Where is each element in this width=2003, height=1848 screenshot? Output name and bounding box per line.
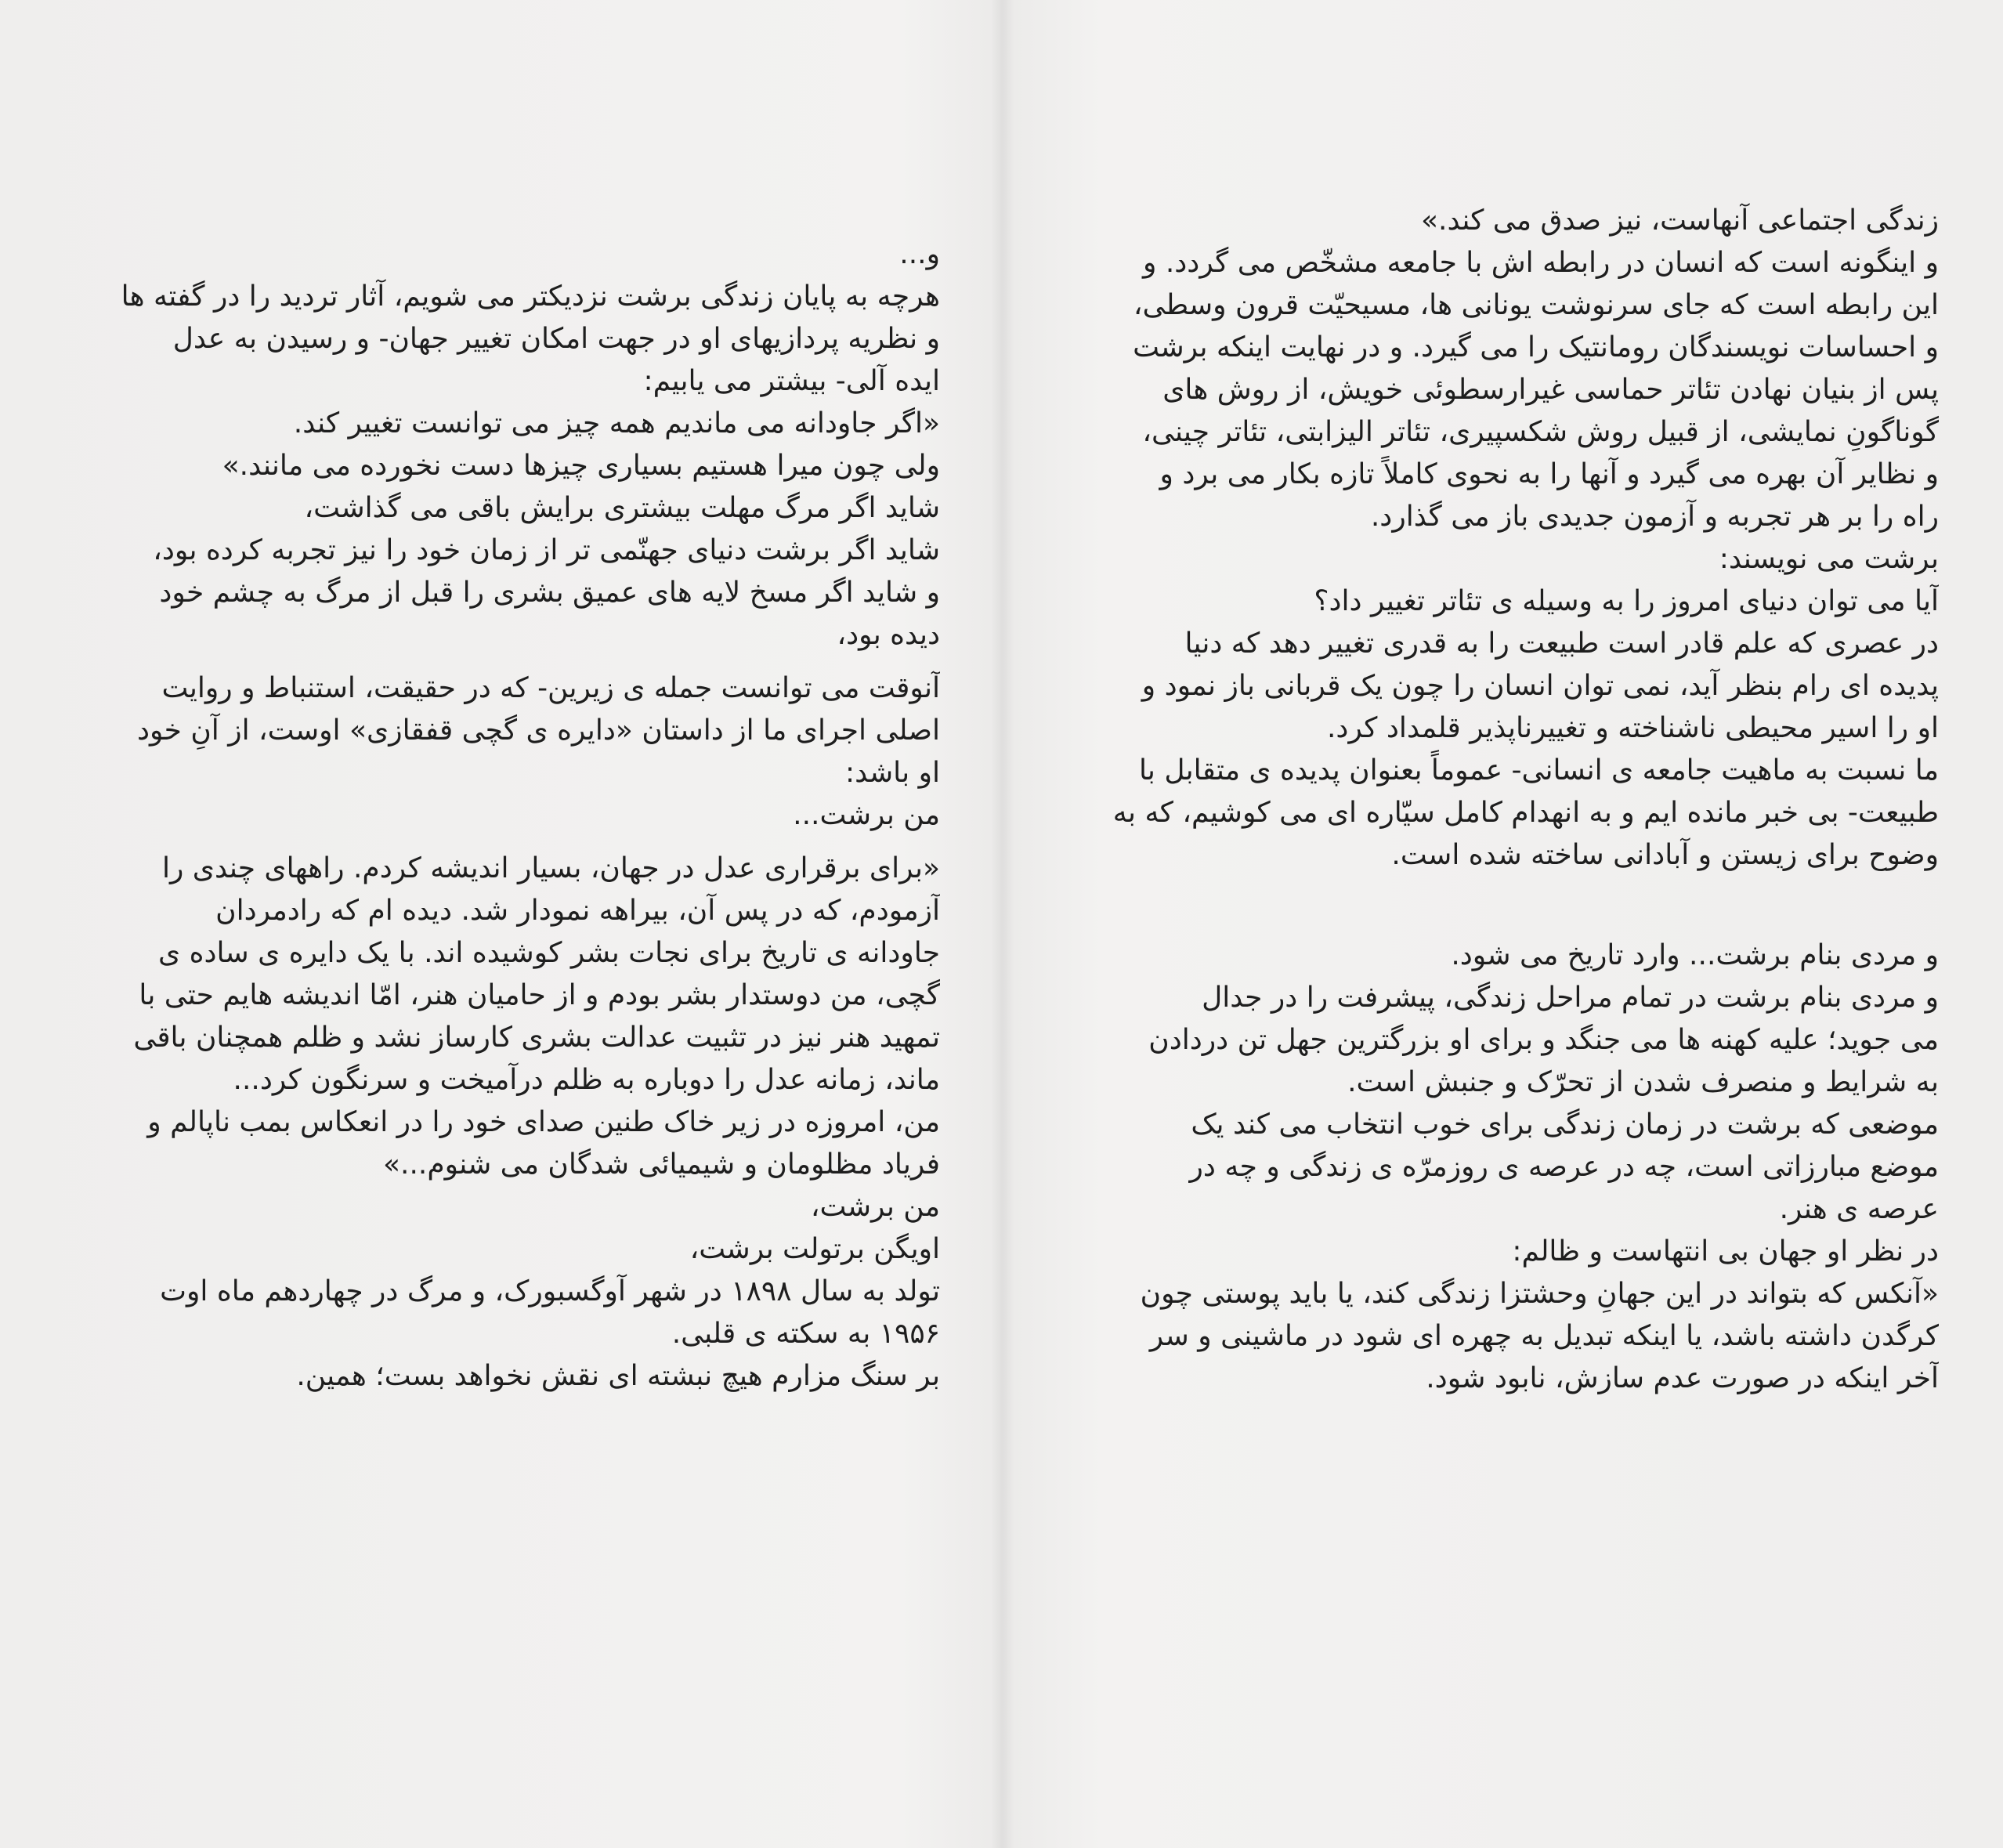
text-line: کرگدن داشته باشد، یا اینکه تبدیل به چهره ای شود در ماشینی و سر [1149, 1320, 1939, 1352]
text-line: گوناگونِ نمایشی، از قبیل روش شکسپیری، تئاتر الیزابتی، تئاتر چینی، [1142, 416, 1939, 448]
text-line: ۱۹۵۶ به سکته ی قلبی. [671, 1318, 940, 1350]
text-line: زندگی اجتماعی آنهاست، نیز صدق می کند.» [1420, 204, 1939, 237]
text-line: شاید اگر مرگ مهلت بیشتری برایش باقی می گذاشت، [304, 492, 940, 524]
left-page-text [47, 233, 940, 1398]
text-line: فریاد مظلومان و شیمیائی شدگان می شنوم...» [382, 1148, 940, 1181]
text-line: می جوید؛ علیه کهنه ها می جنگد و برای او بزرگترین جهل تن دردادن [1148, 1024, 1939, 1056]
text-line: او باشد: [844, 757, 940, 789]
text-line: در نظر او جهان بی انتهاست و ظالم: [1512, 1235, 1939, 1268]
text-line: و نظایر آن بهره می گیرد و آنها را به نحوی کاملاً تازه بکار می برد و [1159, 458, 1939, 490]
text-line: و مردی بنام برشت در تمام مراحل زندگی، پیشرفت را در جدال [1202, 982, 1939, 1014]
text-line: دیده بود، [837, 619, 940, 651]
text-line: آخر اینکه در صورت عدم سازش، نابود شود. [1426, 1362, 1939, 1394]
text-line: و نظریه پردازیهای او در جهت امکان تغییر جهان- و رسیدن به عدل [172, 323, 940, 355]
text-line: «اگر جاودانه می ماندیم همه چیز می توانست تغییر کند. [293, 407, 940, 439]
text-line: و احساسات نویسندگان رومانتیک را می گیرد. و در نهایت اینکه برشت [1133, 331, 1939, 363]
text-line: تولد به سال ۱۸۹۸ در شهر آوگسبورک، و مرگ در چهاردهم ماه اوت [160, 1275, 940, 1307]
text-line: اصلی اجرای ما از داستان «دایره ی گچی قفقازی» اوست، از آنِ خود [137, 714, 940, 747]
text-line: ایده آلی- بیشتر می یابیم: [643, 365, 940, 397]
text-line: من برشت، [810, 1191, 940, 1223]
text-line: تمهید هنر نیز در تثبیت عدالت بشری کارساز نشد و ظلم همچنان باقی [133, 1022, 940, 1054]
paragraph-gap [1042, 877, 1939, 935]
text-line: بر سنگ مزارم هیچ نبشته ای نقش نخواهد بست؛ همین. [296, 1360, 940, 1392]
text-line: پس از بنیان نهادن تئاتر حماسی غیرارسطوئی خویش، از روش های [1162, 374, 1939, 406]
text-line: به شرایط و منصرف شدن از تحرّک و جنبش است. [1347, 1066, 1939, 1098]
text-line: در عصری که علم قادر است طبیعت را به قدری تغییر دهد که دنیا [1184, 627, 1939, 660]
text-line: و اینگونه است که انسان در رابطه اش با جامعه مشخّص می گردد. و [1142, 247, 1939, 279]
text-line: ماند، زمانه عدل را دوباره به ظلم درآمیخت و سرنگون کرد... [233, 1064, 940, 1096]
text-line: شاید اگر برشت دنیای جهنّمی تر از زمان خود را نیز تجربه کرده بود، [153, 534, 940, 566]
text-line: آنوقت می توانست جمله ی زیرین- که در حقیقت، استنباط و روایت [161, 672, 940, 704]
text-line: او را اسیر محیطی ناشناخته و تغییرناپذیر قلمداد کرد. [1326, 712, 1939, 744]
text-line: آزمودم، که در پس آن، بیراهه نمودار شد. دیده ام که رادمردان [215, 895, 940, 927]
paragraph-gap [47, 837, 940, 848]
text-line: جاودانه ی تاریخ برای نجات بشر کوشیده اند. با یک دایره ی ساده ی [158, 937, 940, 969]
text-line: ولی چون میرا هستیم بسیاری چیزها دست نخورده می مانند.» [222, 450, 940, 482]
text-line: من، امروزه در زیر خاک طنین صدای خود را در انعکاس بمب ناپالم و [147, 1106, 940, 1138]
text-line: و... [899, 238, 940, 270]
paragraph-gap [47, 656, 940, 667]
text-line: موضعی که برشت در زمان زندگی برای خوب انتخاب می کند یک [1191, 1108, 1939, 1141]
text-line: «آنکس که بتواند در این جهانِ وحشتزا زندگی کند، یا باید پوستی چون [1140, 1278, 1939, 1310]
text-line: هرچه به پایان زندگی برشت نزدیکتر می شویم، آثار تردید را در گفته ها [121, 280, 940, 313]
text-line: این رابطه است که جای سرنوشت یونانی ها، مسیحیّت قرون وسطی، [1133, 289, 1939, 321]
text-line: و شاید اگر مسخ لایه های عمیق بشری را قبل از مرگ به چشم خود [159, 577, 940, 609]
text-line: ما نسبت به ماهیت جامعه ی انسانی- عموماً بعنوان پدیده ی متقابل با [1138, 754, 1939, 787]
text-line: آیا می توان دنیای امروز را به وسیله ی تئاتر تغییر داد؟ [1314, 585, 1939, 617]
text-line: من برشت... [793, 799, 940, 831]
text-line: «برای برقراری عدل در جهان، بسیار اندیشه کردم. راههای چندی را [161, 852, 940, 884]
text-line: موضع مبارزاتی است، چه در عرصه ی روزمرّه ی زندگی و چه در [1189, 1151, 1939, 1183]
text-line: برشت می نویسند: [1719, 543, 1939, 575]
text-line: و مردی بنام برشت... وارد تاریخ می شود. [1451, 939, 1939, 971]
text-line: وضوح برای زیستن و آبادانی ساخته شده است. [1391, 839, 1939, 871]
right-page-text [1042, 200, 1939, 1400]
text-line: گچی، من دوستدار بشر بودم و از حامیان هنر، امّا اندیشه هایم حتی با [139, 979, 940, 1011]
book-gutter [991, 0, 1014, 1848]
text-line: راه را بر هر تجربه و آزمون جدیدی باز می گذارد. [1370, 501, 1939, 533]
text-line: عرصه ی هنر. [1779, 1193, 1939, 1225]
text-line: طبیعت- بی خبر مانده ایم و به انهدام کامل سیّاره ای می کوشیم، که به [1112, 797, 1939, 829]
text-line: اویگن برتولت برشت، [689, 1233, 940, 1265]
text-line: پدیده ای رام بنظر آید، نمی توان انسان را چون یک قربانی باز نمود و [1141, 670, 1939, 702]
